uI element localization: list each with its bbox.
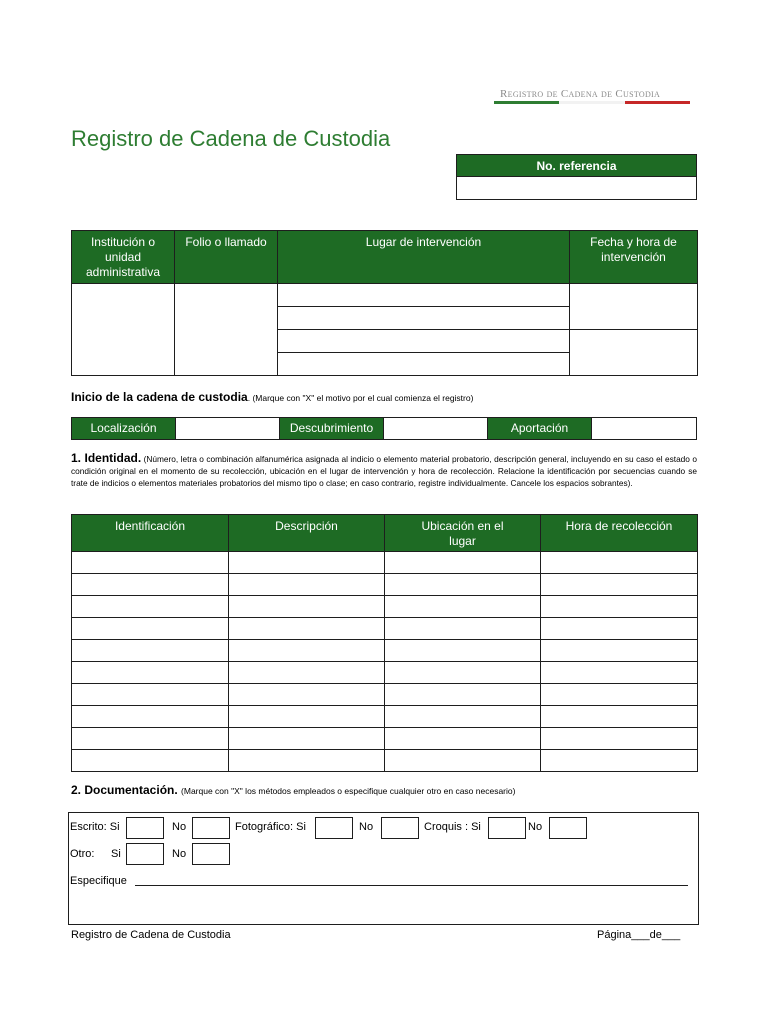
institution-cell[interactable] bbox=[72, 284, 175, 376]
croquis-no-label: No bbox=[528, 821, 543, 833]
otro-no-checkbox[interactable] bbox=[192, 843, 230, 865]
otro-no-label: No bbox=[172, 848, 187, 860]
table-cell[interactable] bbox=[229, 662, 385, 684]
table-cell[interactable] bbox=[385, 618, 541, 640]
header-logo bbox=[494, 88, 690, 106]
footer-title: Registro de Cadena de Custodia bbox=[71, 929, 231, 941]
reference-input[interactable] bbox=[457, 177, 696, 199]
fotografico-no-label: No bbox=[359, 821, 374, 833]
header-hora: Hora de recolección bbox=[541, 515, 698, 552]
table-cell[interactable] bbox=[229, 728, 385, 750]
page-title: Registro de Cadena de Custodia bbox=[71, 126, 391, 151]
header-logo-text: Registro de Cadena de Custodia bbox=[500, 88, 661, 100]
table-cell[interactable] bbox=[229, 706, 385, 728]
table-row bbox=[72, 596, 698, 618]
folio-cell[interactable] bbox=[175, 284, 278, 376]
croquis-si-checkbox[interactable] bbox=[488, 817, 526, 839]
reference-box bbox=[456, 154, 697, 200]
flag-stripe bbox=[494, 101, 690, 104]
table-cell[interactable] bbox=[72, 750, 229, 772]
escrito-si-checkbox[interactable] bbox=[126, 817, 164, 839]
table-cell[interactable] bbox=[72, 618, 229, 640]
place-cell[interactable] bbox=[278, 284, 570, 307]
otro-si-checkbox[interactable] bbox=[126, 843, 164, 865]
table-cell[interactable] bbox=[541, 684, 698, 706]
motive-row bbox=[71, 417, 697, 440]
table-cell[interactable] bbox=[72, 640, 229, 662]
chain-start-heading bbox=[71, 390, 473, 404]
place-cell[interactable] bbox=[278, 353, 570, 376]
otro-si-label: Si bbox=[111, 848, 121, 860]
table-cell[interactable] bbox=[229, 640, 385, 662]
table-cell[interactable] bbox=[72, 574, 229, 596]
fotografico-no-checkbox[interactable] bbox=[381, 817, 419, 839]
table-cell[interactable] bbox=[385, 706, 541, 728]
table-cell[interactable] bbox=[229, 574, 385, 596]
page-number: Página___de___ bbox=[597, 929, 681, 941]
table-cell[interactable] bbox=[541, 706, 698, 728]
option-localizacion-label: Localización bbox=[72, 418, 176, 439]
header-institution: Institución o unidad administrativa bbox=[72, 231, 175, 284]
place-cell[interactable] bbox=[278, 307, 570, 330]
croquis-label: Croquis : Si bbox=[424, 821, 481, 833]
table-cell[interactable] bbox=[385, 640, 541, 662]
identity-title: 1. Identidad. bbox=[71, 451, 142, 465]
header-place: Lugar de intervención bbox=[278, 231, 570, 284]
table-cell[interactable] bbox=[72, 596, 229, 618]
table-row bbox=[72, 728, 698, 750]
identity-description: (Número, letra o combinación alfanumérica asignada al indicio o elemento material probatorio, descripción general, incluyendo en su caso el estado o condición original en el momento de su recolección, ubicación en el lugar de intervención y hora de recolección. Relacione la identificación por secuencias cuando se trate de indicios o elementos materiales probatorios del mismo tipo o clase; en caso contrario, registre individualmente. Cancele los espacios sobrantes). bbox=[71, 454, 697, 488]
option-descubrimiento-checkbox[interactable] bbox=[384, 418, 488, 439]
table-row bbox=[72, 640, 698, 662]
table-cell[interactable] bbox=[72, 706, 229, 728]
escrito-no-label: No bbox=[172, 821, 187, 833]
table-row bbox=[72, 662, 698, 684]
escrito-no-checkbox[interactable] bbox=[192, 817, 230, 839]
table-cell[interactable] bbox=[229, 618, 385, 640]
especifique-label: Especifique bbox=[70, 875, 127, 887]
table-cell[interactable] bbox=[229, 596, 385, 618]
table-cell[interactable] bbox=[385, 574, 541, 596]
table-cell[interactable] bbox=[541, 552, 698, 574]
reference-label: No. referencia bbox=[457, 155, 696, 177]
option-localizacion-checkbox[interactable] bbox=[176, 418, 280, 439]
chain-start-title: Inicio de la cadena de custodia bbox=[71, 390, 248, 404]
fotografico-si-checkbox[interactable] bbox=[315, 817, 353, 839]
table-row bbox=[72, 750, 698, 772]
table-row bbox=[72, 574, 698, 596]
documentation-box bbox=[68, 812, 699, 925]
croquis-no-checkbox[interactable] bbox=[549, 817, 587, 839]
fotografico-label: Fotográfico: Si bbox=[235, 821, 306, 833]
identity-paragraph bbox=[71, 452, 697, 489]
table-cell[interactable] bbox=[385, 728, 541, 750]
datetime-cell[interactable] bbox=[570, 284, 698, 330]
datetime-cell[interactable] bbox=[570, 330, 698, 376]
table-cell[interactable] bbox=[72, 684, 229, 706]
evidence-table bbox=[71, 514, 698, 772]
option-aportacion-checkbox[interactable] bbox=[592, 418, 696, 439]
documentation-heading bbox=[71, 783, 515, 797]
table-row bbox=[72, 552, 698, 574]
table-cell[interactable] bbox=[72, 662, 229, 684]
table-cell[interactable] bbox=[541, 728, 698, 750]
table-cell[interactable] bbox=[229, 750, 385, 772]
table-cell[interactable] bbox=[541, 574, 698, 596]
header-descripcion: Descripción bbox=[229, 515, 385, 552]
table-cell[interactable] bbox=[229, 684, 385, 706]
header-folio: Folio o llamado bbox=[175, 231, 278, 284]
table-cell[interactable] bbox=[229, 552, 385, 574]
table-cell[interactable] bbox=[385, 552, 541, 574]
table-row bbox=[72, 618, 698, 640]
table-cell[interactable] bbox=[385, 684, 541, 706]
table-row bbox=[72, 706, 698, 728]
table-cell[interactable] bbox=[72, 728, 229, 750]
place-cell[interactable] bbox=[278, 330, 570, 353]
table-cell[interactable] bbox=[385, 750, 541, 772]
table-cell[interactable] bbox=[541, 750, 698, 772]
documentation-title: 2. Documentación. bbox=[71, 783, 178, 797]
option-aportacion-label: Aportación bbox=[488, 418, 592, 439]
table-cell[interactable] bbox=[541, 662, 698, 684]
table-row bbox=[72, 684, 698, 706]
table-cell[interactable] bbox=[72, 552, 229, 574]
header-datetime: Fecha y hora de intervención bbox=[570, 231, 698, 284]
escrito-label: Escrito: Si bbox=[70, 821, 120, 833]
header-identificacion: Identificación bbox=[72, 515, 229, 552]
option-descubrimiento-label: Descubrimiento bbox=[280, 418, 384, 439]
table-cell[interactable] bbox=[541, 596, 698, 618]
especifique-input[interactable] bbox=[135, 885, 688, 886]
table-cell[interactable] bbox=[541, 640, 698, 662]
header-ubicacion: Ubicación en el lugar bbox=[385, 515, 541, 552]
chain-start-note: . (Marque con "X" el motivo por el cual comienza el registro) bbox=[247, 393, 474, 403]
intervention-table bbox=[71, 230, 698, 376]
table-cell[interactable] bbox=[385, 596, 541, 618]
otro-label: Otro: bbox=[70, 848, 95, 860]
documentation-note: (Marque con "X" los métodos empleados o especifique cualquier otro en caso necesario) bbox=[181, 786, 516, 796]
table-cell[interactable] bbox=[385, 662, 541, 684]
table-cell[interactable] bbox=[541, 618, 698, 640]
